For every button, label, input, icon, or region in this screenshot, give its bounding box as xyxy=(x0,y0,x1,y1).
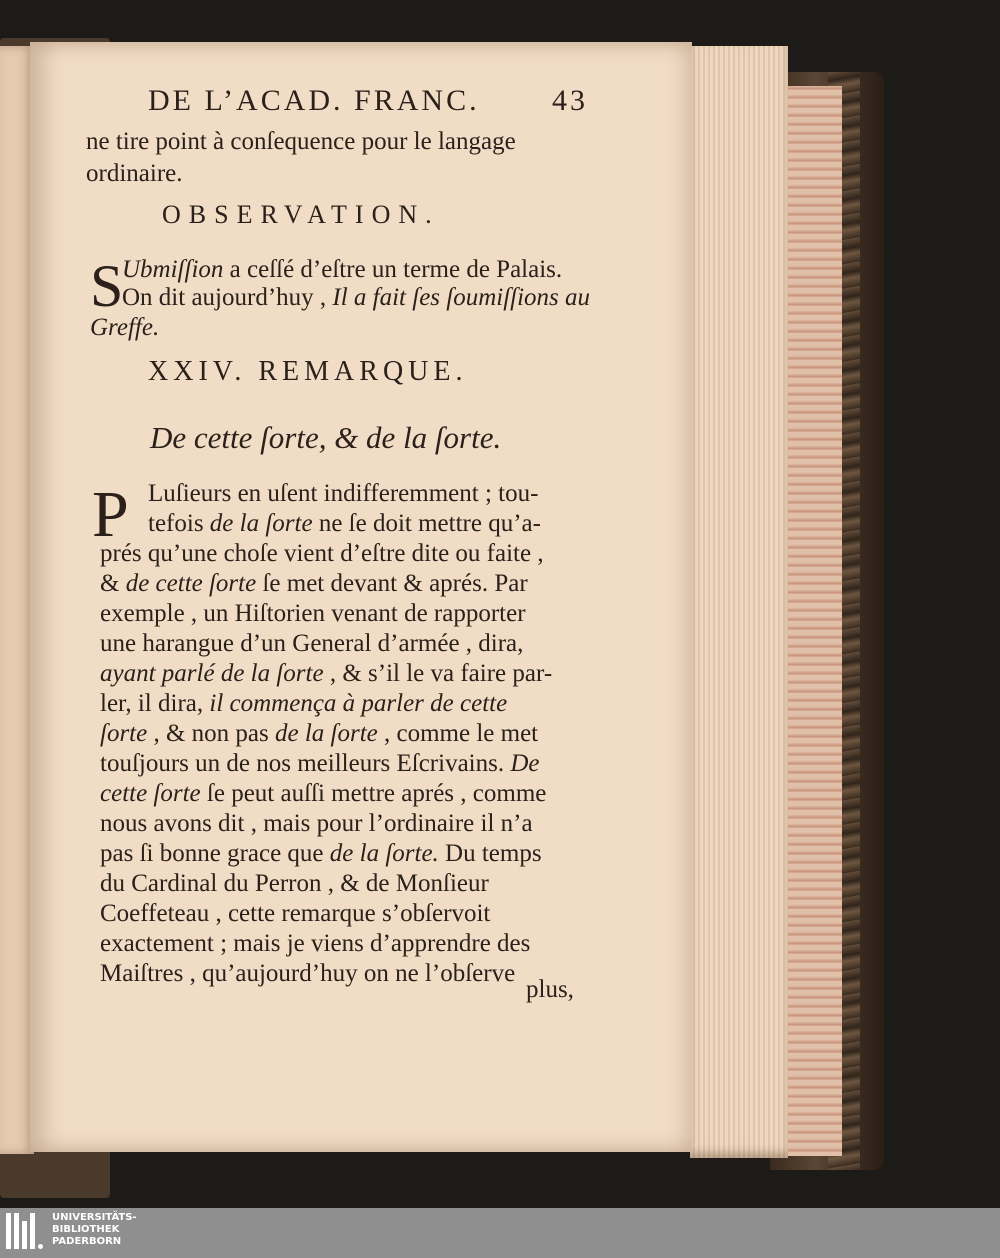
italic-segment: ſorte xyxy=(100,720,148,747)
text-segment: une harangue d’un General d’armée , dira, xyxy=(100,630,524,657)
drop-cap-p: P xyxy=(92,478,129,551)
body-line xyxy=(100,600,526,628)
body-line xyxy=(100,810,533,838)
body-line xyxy=(100,660,552,688)
text-segment: du Cardinal du Perron , & de Monſieur xyxy=(100,870,489,897)
body-line xyxy=(100,960,515,988)
text-segment: Du temps xyxy=(438,840,542,867)
italic-segment: ayant parlé de la ſorte xyxy=(100,660,324,687)
page-stack-edges xyxy=(690,46,788,1158)
italic-segment: il commença à parler de cette xyxy=(209,690,508,717)
body-line xyxy=(148,480,538,508)
text-segment: Maiſtres , qu’aujourd’huy on ne l’obſerve xyxy=(100,960,516,987)
italic-segment: de cette ſorte xyxy=(125,570,257,597)
text-line: ordinaire. xyxy=(86,160,183,187)
observation-line-3: Greffe. xyxy=(90,314,160,341)
text-segment: , & non pas xyxy=(147,720,275,747)
text-segment: Luſieurs en uſent indifferemment ; tou- xyxy=(148,480,539,507)
text-segment: , comme le met xyxy=(377,720,539,747)
text-segment: ſe met devant & aprés. Par xyxy=(256,570,528,597)
running-title: DE L’ACAD. FRANC. xyxy=(148,84,480,117)
library-name: UNIVERSITÄTS- BIBLIOTHEK PADERBORN xyxy=(52,1212,137,1247)
body-line xyxy=(100,690,507,718)
body-line xyxy=(100,900,490,928)
body-line xyxy=(100,720,538,748)
drop-cap-s: S xyxy=(90,253,124,319)
body-line xyxy=(100,570,528,598)
text-line: ne tire point à conſequence pour le langage xyxy=(86,128,516,155)
body-line xyxy=(100,540,544,568)
italic-segment: De xyxy=(510,750,540,777)
text-segment: ler, il dira, xyxy=(100,690,210,717)
italic-segment: cette ſorte xyxy=(100,780,201,807)
text-segment: exactement ; mais je viens d’apprendre des xyxy=(100,930,531,957)
text-segment: prés qu’une choſe vient d’eſtre dite ou faite , xyxy=(100,540,544,567)
observation-line-2: On dit aujourd’huy , Il a fait ſes ſoumiſſions au xyxy=(122,284,591,311)
text-segment: nous avons dit , mais pour l’ordinaire il n’a xyxy=(100,810,533,837)
body-line xyxy=(148,510,541,538)
text-segment: ſe peut auſſi mettre aprés , comme xyxy=(200,780,547,807)
italic-segment: de la ſorte. xyxy=(329,840,439,867)
body-line xyxy=(100,840,542,868)
catchword: plus, xyxy=(526,976,574,1003)
library-logo-icon xyxy=(6,1213,46,1253)
text-segment: touſjours un de nos meilleurs Eſcrivains. xyxy=(100,750,511,777)
observation-heading: OBSERVATION. xyxy=(162,200,440,229)
running-header xyxy=(148,84,588,124)
italic-segment: de la ſorte xyxy=(275,720,378,747)
footer-bar xyxy=(0,1208,1000,1258)
body-line xyxy=(100,750,540,778)
text-segment: , & s’il le va faire par- xyxy=(323,660,553,687)
text-segment: ne ſe doit mettre qu’a- xyxy=(312,510,541,537)
body-line xyxy=(100,930,530,958)
body-line xyxy=(100,630,523,658)
body-line xyxy=(100,870,489,898)
text-segment: & xyxy=(100,570,126,597)
italic-segment: de la ſorte xyxy=(209,510,313,537)
text-segment: exemple , un Hiſtorien venant de rapporter xyxy=(100,600,526,627)
left-page-edge xyxy=(0,46,34,1154)
page-number: 43 xyxy=(552,84,588,117)
remark-subtitle: De cette ſorte, & de la ſorte. xyxy=(150,420,502,455)
observation-line-1: Ubmiſſion a ceſſé d’eſtre un terme de Palais. xyxy=(122,256,563,283)
text-segment: tefois xyxy=(148,510,210,537)
body-line xyxy=(100,780,546,808)
remark-heading: XXIV. REMARQUE. xyxy=(148,356,468,387)
text-segment: Coeffeteau , cette remarque s’obſervoit xyxy=(100,900,491,927)
text-segment: pas ſi bonne grace que xyxy=(100,840,330,867)
